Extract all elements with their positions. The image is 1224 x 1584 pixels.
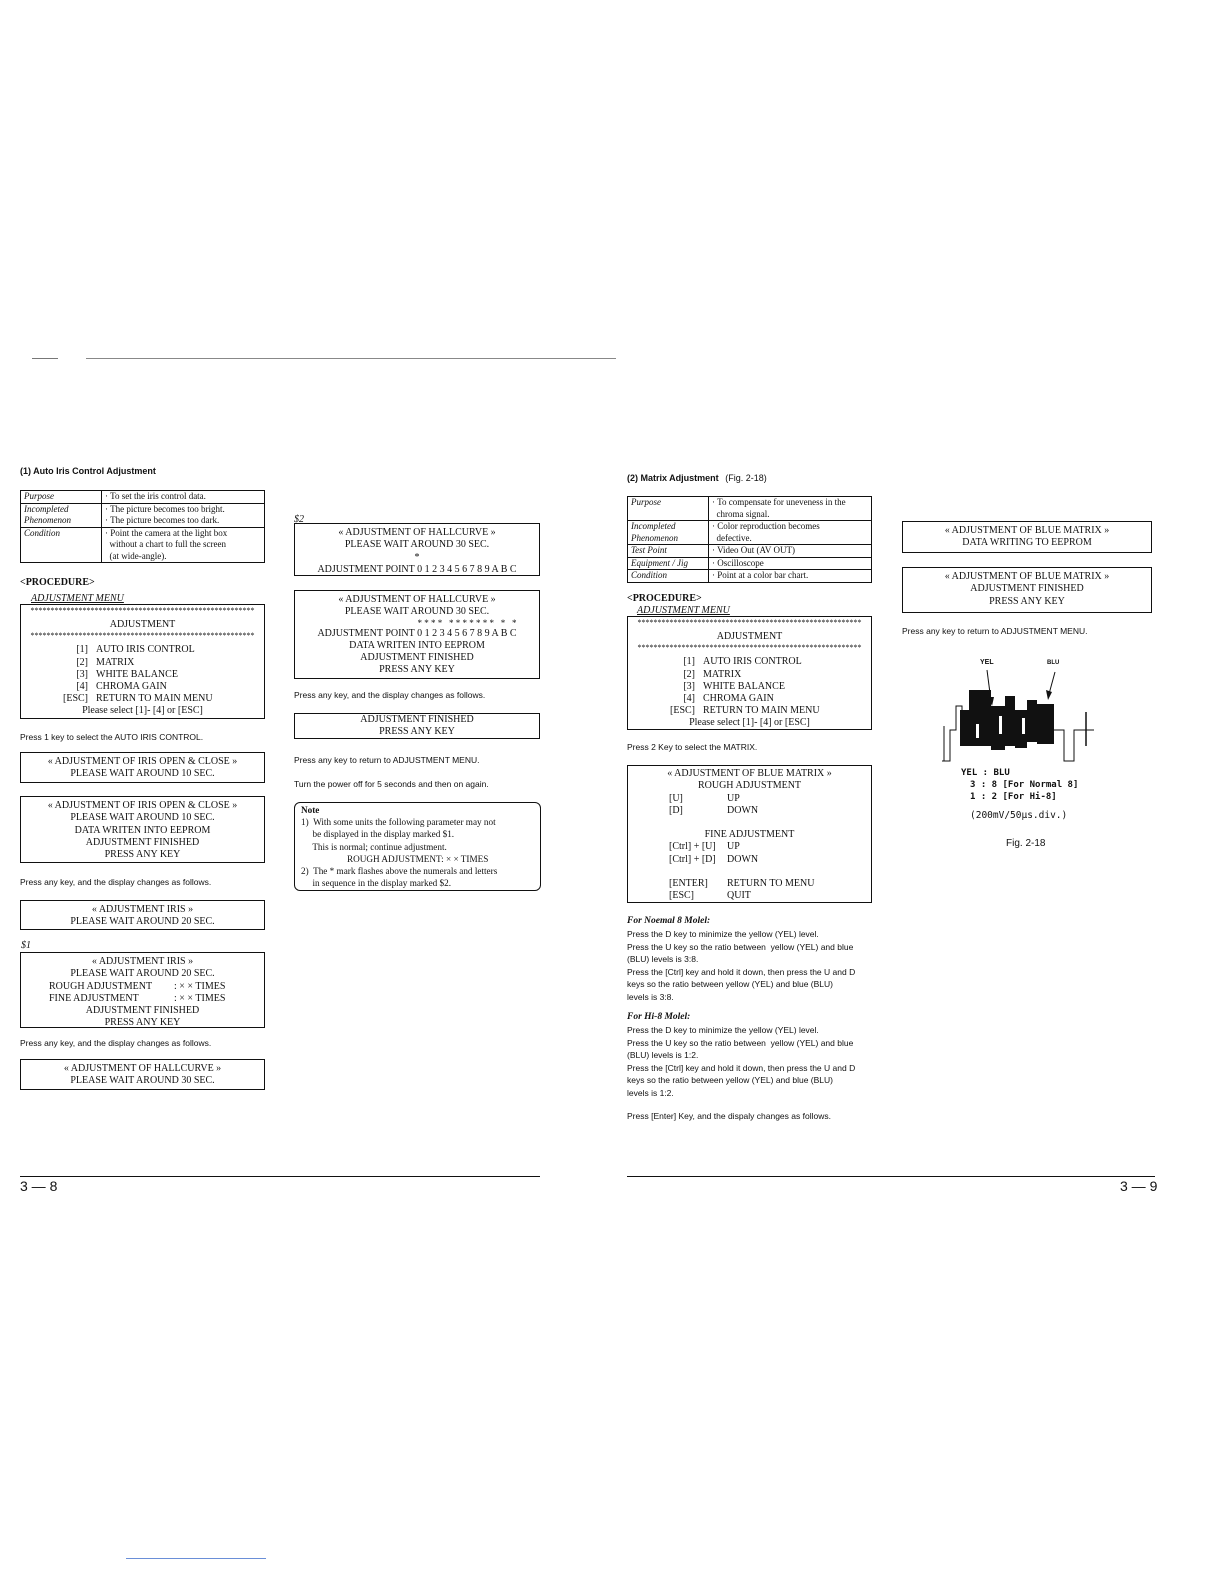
key-row — [669, 805, 871, 817]
procedure-heading: <PROCEDURE> — [20, 577, 95, 588]
key-action: UP — [727, 792, 740, 804]
fig-ratio-hi8: 1 : 2 [For Hi-8] — [970, 792, 1057, 802]
scan-line-top-short — [32, 358, 58, 359]
spec-value: · Oscilloscope — [709, 557, 872, 570]
stars-row: ******************************************************** — [30, 607, 255, 615]
note-item-2: 2) The * mark flashes above the numerals and letters in sequence in the display marked $2. — [301, 866, 498, 889]
key-label: [Ctrl] + [D] — [669, 853, 716, 865]
spec-row — [628, 497, 872, 521]
matrix-fig-ref: (Fig. 2-18) — [725, 473, 767, 483]
marker-s2: $2 — [294, 514, 304, 525]
hi8-instructions: Press the D key to minimize the yellow (YEL) level. Press the U key so the ratio between yellow (YEL) and blue (BLU) levels is 1:2. Press the [Ctrl] key and hold it down, then press the U and D keys so the ratio between yellow (YEL) and blue (BLU) levels is 1:2. — [627, 1025, 856, 1098]
menu-item — [53, 681, 264, 693]
display-box-blue-writing: « ADJUSTMENT OF BLUE MATRIX » DATA WRITING TO EEPROM — [902, 521, 1152, 553]
section-title-auto-iris: (1) Auto Iris Control Adjustment — [20, 466, 156, 476]
waveform-outline — [942, 706, 962, 761]
key-action: RETURN TO MENU — [727, 878, 815, 890]
instruction-press-any-key: Press any key, and the display changes as follows. — [20, 877, 212, 887]
scan-line-bottom — [126, 1558, 266, 1559]
key-action: QUIT — [727, 890, 751, 902]
footer-rule-right — [627, 1176, 1155, 1177]
display-box-iris-open-close: « ADJUSTMENT OF IRIS OPEN & CLOSE » PLEASE WAIT AROUND 10 SEC. — [20, 752, 265, 783]
spec-row — [21, 491, 265, 504]
spec-row — [628, 570, 872, 583]
instruction-press-2: Press 2 Key to select the MATRIX. — [627, 742, 758, 752]
bar-segment — [1027, 700, 1037, 742]
spec-row — [628, 521, 872, 545]
display-box-hallcurve-finished — [294, 590, 540, 679]
display-box-blue-matrix — [627, 765, 872, 903]
fig-ratio-header: YEL : BLU — [961, 768, 1010, 778]
burst-bar — [960, 710, 969, 746]
scan-line-top — [86, 358, 616, 359]
spec-key: Equipment / Jig — [628, 557, 709, 570]
menu-title: ADJUSTMENT — [109, 619, 176, 630]
spec-value: · Point at a color bar chart. — [709, 570, 872, 583]
normal8-instructions: Press the D key to minimize the yellow (YEL) level. Press the U key so the ratio between yellow (YEL) and blue (BLU) levels is 3:8. Press the [Ctrl] key and hold it down, then press the U and D keys so the ratio between yellow (YEL) and blue (BLU) levels is 3:8. — [627, 929, 856, 1002]
menu-title-right: ADJUSTMENT — [716, 631, 783, 642]
blue-matrix-title: « ADJUSTMENT OF BLUE MATRIX » — [667, 768, 832, 779]
key-row — [669, 854, 871, 866]
key-row — [669, 890, 871, 902]
instruction-power-off: Turn the power off for 5 seconds and then on again. — [294, 779, 489, 789]
key-label: [U] — [669, 792, 683, 804]
menu-select-prompt: Please select [1]- [4] or [ESC] — [82, 705, 203, 717]
menu-item — [660, 669, 871, 681]
hallcurve-header: « ADJUSTMENT OF HALLCURVE » PLEASE WAIT AROUND 30 SEC. — [338, 594, 496, 618]
adjustment-menu-box-right — [627, 616, 872, 730]
fine-adjustment-title: FINE ADJUSTMENT — [704, 829, 795, 841]
spec-row — [628, 557, 872, 570]
instruction-press-any-key-2: Press any key, and the display changes as follows. — [20, 1038, 212, 1048]
spec-value: · To set the iris control data. — [102, 491, 265, 504]
key-action: UP — [727, 841, 740, 853]
display-box-adjustment-iris: « ADJUSTMENT IRIS » PLEASE WAIT AROUND 20 SEC. — [20, 900, 265, 930]
instruction-press-enter: Press [Enter] Key, and the dispaly changes as follows. — [627, 1111, 831, 1121]
key-action: DOWN — [727, 853, 759, 865]
instruction-return-menu-right: Press any key to return to ADJUSTMENT MENU. — [902, 626, 1088, 636]
menu-item — [660, 681, 871, 693]
menu-item-label: CHROMA GAIN — [703, 692, 774, 704]
display-box-hallcurve: « ADJUSTMENT OF HALLCURVE » PLEASE WAIT AROUND 30 SEC. — [20, 1059, 265, 1090]
menu-item-key: [2] — [76, 656, 88, 668]
menu-item-key: [1] — [76, 644, 88, 656]
procedure-heading-right: <PROCEDURE> — [627, 593, 702, 604]
instruction-press-1: Press 1 key to select the AUTO IRIS CONTROL. — [20, 732, 204, 742]
fig-ratio-normal8: 3 : 8 [For Normal 8] — [970, 780, 1079, 790]
yel-bar — [969, 690, 991, 746]
spec-row — [21, 503, 265, 527]
menu-item-key: [ESC] — [670, 705, 695, 717]
spec-value: · Point the camera at the light box without a chart to full the screen (at wide-angle). — [102, 527, 265, 563]
menu-item — [53, 657, 264, 669]
display-box-blue-finished: « ADJUSTMENT OF BLUE MATRIX » ADJUSTMENT FINISHED PRESS ANY KEY — [902, 567, 1152, 613]
menu-item-key: [1] — [683, 656, 695, 668]
stars-row: ******************************************************** — [637, 644, 862, 653]
display-box-adjustment-finished: ADJUSTMENT FINISHED PRESS ANY KEY — [294, 713, 540, 739]
menu-item — [53, 669, 264, 681]
menu-select-prompt-right: Please select [1]- [4] or [ESC] — [689, 717, 810, 729]
bar-segment — [1005, 696, 1015, 746]
menu-item-label: CHROMA GAIN — [96, 680, 167, 692]
rough-adjustment-times: : × × TIMES — [174, 980, 226, 992]
menu-item-label: AUTO IRIS CONTROL — [703, 656, 802, 668]
menu-item — [660, 705, 871, 717]
spec-key: Incompleted Phenomenon — [628, 521, 709, 545]
iris-times-header: « ADJUSTMENT IRIS » PLEASE WAIT AROUND 20 SEC. — [70, 956, 215, 980]
spec-row — [21, 527, 265, 563]
menu-item — [660, 656, 871, 668]
spec-table-matrix — [627, 496, 872, 583]
waveform-figure — [936, 666, 1106, 766]
menu-item — [53, 644, 264, 656]
bar-gap — [1022, 718, 1025, 734]
spec-row — [628, 545, 872, 558]
iris-times-footer: ADJUSTMENT FINISHED PRESS ANY KEY — [85, 1005, 200, 1029]
key-row — [669, 793, 871, 805]
spec-table-auto-iris — [20, 490, 265, 563]
menu-item-key: [4] — [76, 680, 88, 692]
note-box — [294, 802, 541, 891]
instruction-press-any-key-3: Press any key, and the display changes as follows. — [294, 690, 486, 700]
page-number-left: 3 — 8 — [20, 1178, 58, 1194]
menu-item-label: WHITE BALANCE — [96, 668, 178, 680]
fig-label-yel: YEL — [980, 659, 994, 666]
rough-adjustment-label: ROUGH ADJUSTMENT — [49, 980, 153, 992]
menu-item-label: MATRIX — [96, 656, 135, 668]
menu-item-label: RETURN TO MAIN MENU — [96, 693, 213, 705]
flashing-stars: * * * * * * * * * * * * * — [417, 617, 517, 628]
waveform-outline-right — [1054, 730, 1080, 761]
menu-item — [53, 693, 264, 705]
spec-key: Condition — [21, 527, 102, 563]
display-box-iris-finished: « ADJUSTMENT OF IRIS OPEN & CLOSE » PLEASE WAIT AROUND 10 SEC. DATA WRITEN INTO EEPROM ADJUSTMENT FINISHED PRESS ANY KEY — [20, 796, 265, 863]
fig-label-blu: BLU — [1047, 660, 1060, 666]
display-box-hallcurve-points: « ADJUSTMENT OF HALLCURVE » PLEASE WAIT AROUND 30 SEC. * ADJUSTMENT POINT 0 1 2 3 4 5 6 7 8 9 A B C — [294, 523, 540, 576]
fig-caption: Fig. 2-18 — [1006, 838, 1046, 849]
instruction-return-menu: Press any key to return to ADJUSTMENT MENU. — [294, 755, 480, 765]
spec-key: Test Point — [628, 545, 709, 558]
marker-s1: $1 — [21, 940, 31, 951]
blu-bar — [1037, 704, 1054, 744]
note-item-1: 1) With some units the following parameter may not be displayed in the display marked $1. This is normal; continue adjustment. ROUGH ADJUSTMENT: × × TIMES — [301, 817, 496, 864]
fine-adjustment-times: : × × TIMES — [174, 992, 226, 1004]
page-number-right: 3 — 9 — [1120, 1178, 1158, 1194]
bar-gap — [976, 724, 979, 738]
blu-arrow — [1049, 672, 1055, 694]
key-row — [669, 878, 871, 890]
menu-item-key: [4] — [683, 692, 695, 704]
menu-item-label: WHITE BALANCE — [703, 680, 785, 692]
note-title: Note — [301, 805, 320, 815]
spec-key: Purpose — [21, 491, 102, 504]
key-action: DOWN — [727, 804, 759, 816]
bar-segment — [991, 706, 1005, 750]
adjustment-menu-label: ADJUSTMENT MENU — [31, 593, 124, 604]
spec-value: · The picture becomes too bright. · The picture becomes too dark. — [102, 503, 265, 527]
key-label: [ESC] — [669, 890, 694, 902]
fine-adjustment-label: FINE ADJUSTMENT — [49, 992, 139, 1004]
spec-key: Incompleted Phenomenon — [21, 503, 102, 527]
key-label: [Ctrl] + [U] — [669, 841, 716, 853]
section-title-matrix — [627, 473, 767, 483]
blu-arrowhead — [1046, 690, 1052, 700]
bar-segment — [1015, 710, 1027, 748]
fig-scale: (200mV/50μs.div.) — [970, 810, 1068, 821]
menu-item-key: [2] — [683, 668, 695, 680]
display-box-iris-times — [20, 952, 265, 1028]
adjustment-menu-label-right: ADJUSTMENT MENU — [637, 605, 730, 616]
bar-gap — [999, 716, 1002, 734]
spec-key: Condition — [628, 570, 709, 583]
matrix-title: (2) Matrix Adjustment — [627, 473, 719, 483]
spec-value: · Video Out (AV OUT) — [709, 545, 872, 558]
key-row — [669, 841, 871, 853]
hallcurve-footer: ADJUSTMENT POINT 0 1 2 3 4 5 6 7 8 9 A B C DATA WRITEN INTO EEPROM ADJUSTMENT FINISHED PRESS ANY KEY — [317, 627, 517, 676]
menu-item-key: [3] — [76, 668, 88, 680]
menu-item-key: [ESC] — [63, 693, 88, 705]
key-label: [ENTER] — [669, 878, 708, 890]
spec-key: Purpose — [628, 497, 709, 521]
spec-value: · Color reproduction becomes defective. — [709, 521, 872, 545]
spec-value: · To compensate for uneveness in the chroma signal. — [709, 497, 872, 521]
menu-item — [660, 693, 871, 705]
stars-row: ******************************************************** — [637, 619, 862, 627]
normal8-title: For Noemal 8 Molel: — [627, 916, 711, 926]
menu-item-key: [3] — [683, 680, 695, 692]
menu-item-label: RETURN TO MAIN MENU — [703, 705, 820, 717]
menu-item-label: MATRIX — [703, 668, 742, 680]
adjustment-menu-box — [20, 604, 265, 719]
hi8-title: For Hi-8 Molel: — [627, 1012, 691, 1022]
rough-adjustment-title: ROUGH ADJUSTMENT — [697, 780, 802, 792]
key-label: [D] — [669, 804, 683, 816]
menu-item-label: AUTO IRIS CONTROL — [96, 644, 195, 656]
stars-row: ******************************************************** — [30, 632, 255, 641]
footer-rule-left — [20, 1176, 540, 1177]
